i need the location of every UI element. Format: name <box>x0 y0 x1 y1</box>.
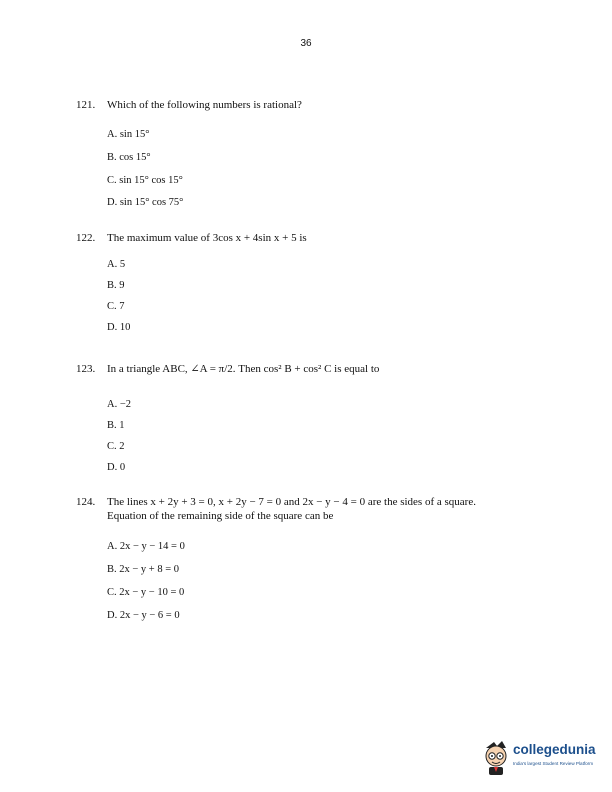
question-number: 121. <box>76 99 96 111</box>
question-text: Which of the following numbers is rational? <box>107 99 302 111</box>
option-123-c: C. 2 <box>107 441 125 452</box>
mascot-icon <box>480 740 512 776</box>
collegedunia-logo <box>480 740 604 776</box>
option-122-a: A. 5 <box>107 259 126 270</box>
question-121 <box>76 98 302 112</box>
question-number: 122. <box>76 232 96 244</box>
option-124-a: A. 2x − y − 14 = 0 <box>107 541 185 552</box>
question-text-line-1: The lines x + 2y + 3 = 0, x + 2y − 7 = 0 and 2x − y − 4 = 0 are the sides of a square. <box>107 496 476 508</box>
page-number: 36 <box>300 38 312 49</box>
question-text: The maximum value of 3cos x + 4sin x + 5 is <box>107 232 307 244</box>
option-123-a: A. −2 <box>107 399 132 410</box>
option-122-c: C. 7 <box>107 301 125 312</box>
question-number: 123. <box>76 363 96 375</box>
question-text: In a triangle ABC, ∠A = π/2. Then cos² B + cos² C is equal to <box>107 363 380 375</box>
option-121-d: D. sin 15° cos 75° <box>107 197 184 208</box>
option-121-a: A. sin 15° <box>107 129 150 140</box>
question-124 <box>76 495 546 523</box>
option-122-d: D. 10 <box>107 322 131 333</box>
option-124-d: D. 2x − y − 6 = 0 <box>107 610 180 621</box>
option-121-b: B. cos 15° <box>107 152 151 163</box>
logo-tagline: India's largest Student Review Platform <box>513 761 594 766</box>
question-122 <box>76 231 307 245</box>
option-123-d: D. 0 <box>107 462 126 473</box>
option-121-c: C. sin 15° cos 15° <box>107 175 183 186</box>
option-124-c: C. 2x − y − 10 = 0 <box>107 587 185 598</box>
logo-name: collegedunia <box>513 742 596 757</box>
option-123-b: B. 1 <box>107 420 125 431</box>
question-number: 124. <box>76 496 96 508</box>
option-124-b: B. 2x − y + 8 = 0 <box>107 564 180 575</box>
question-123 <box>76 362 379 376</box>
option-122-b: B. 9 <box>107 280 125 291</box>
question-text-line-2: Equation of the remaining side of the square can be <box>107 510 334 522</box>
